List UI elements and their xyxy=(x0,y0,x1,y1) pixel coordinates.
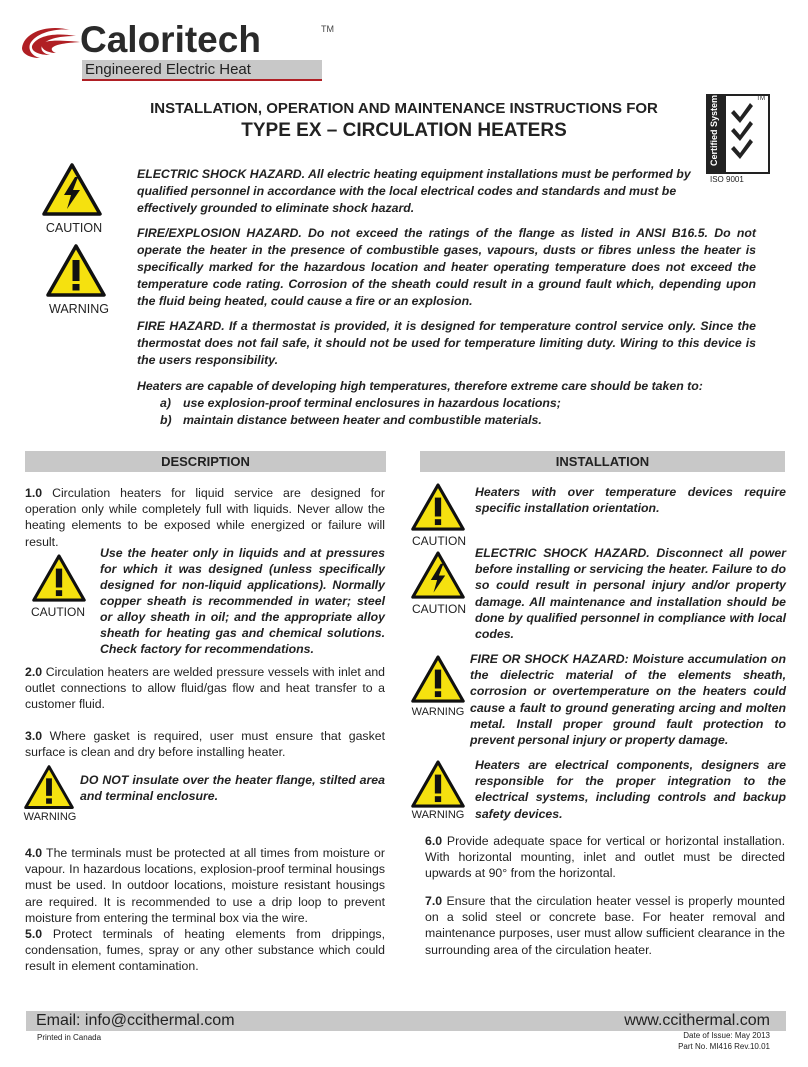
fire-hazard-text: FIRE HAZARD. If a thermostat is provided, it is designed for temperature control service only. Since the thermostat does not fail safe, it should not be used for temperature limiting duty. Wiring to this device is the users responsibility. xyxy=(137,319,756,367)
list-marker-b: b) xyxy=(160,413,172,427)
caution-label-install-b: CAUTION xyxy=(412,602,466,616)
installation-heading: INSTALLATION xyxy=(420,451,785,472)
description-paragraph-1: 1.0 Circulation heaters for liquid service are designed for operation only while completely full with liquids. Never allow the heating elements to be exposed while energized or failure will result. xyxy=(25,486,385,549)
document-title-line1: INSTALLATION, OPERATION AND MAINTENANCE INSTRUCTIONS FOR xyxy=(150,100,658,117)
description-paragraph-5: 5.0 Protect terminals of heating elements from drippings, condensation, fumes, spray or any other substance which could result in element contamination. xyxy=(25,927,385,974)
brand-tagline: Engineered Electric Heat xyxy=(85,61,251,78)
list-marker-a: a) xyxy=(160,396,171,410)
description-paragraph-4: 4.0 The terminals must be protected at all times from moisture or vapour. In hazardous locations, explosion-proof terminal housings must be used. In outdoor locations, moisture resistant housings are required. It is recommended to use a drip loop to prevent moisture from entering the terminal box via the wire. xyxy=(25,846,385,925)
warning-label: WARNING xyxy=(49,302,109,316)
caution-label-install-a: CAUTION xyxy=(412,534,466,548)
logo-swoosh-icon xyxy=(18,22,82,68)
description-paragraph-2: 2.0 Circulation heaters are welded pressure vessels with inlet and outlet connections to allow fluid/gas flow and heat transfer to a customer fluid. xyxy=(25,665,385,712)
brand-tagline-bar xyxy=(82,60,322,81)
warning-triangle-icon xyxy=(411,760,465,809)
footer-email-link[interactable]: Email: info@ccithermal.com xyxy=(36,1012,235,1029)
insulate-warning-text: DO NOT insulate over the heater flange, stilted area and terminal enclosure. xyxy=(80,773,385,804)
warning-triangle-icon xyxy=(411,655,465,704)
issue-date: Date of Issue: May 2013 xyxy=(683,1031,770,1040)
warning-label-desc: WARNING xyxy=(23,811,77,823)
fire-or-shock-warning-text: FIRE OR SHOCK HAZARD: Moisture accumulation on the dielectric material of the elements sheath, corrosion or overtemperature on the heaters could cause a fault to ground generating arcing and molten metal. Install proper ground fault protection to prevent personal injury or property damage. xyxy=(470,652,786,748)
disconnect-power-caution-text: ELECTRIC SHOCK HAZARD. Disconnect all power before installing or servicing the heater. Failure to do so could result in personal injury and/or property damage. All maintenance and installation should be done by qualified personnel in compliance with local codes. xyxy=(475,546,786,642)
list-item-a: use explosion-proof terminal enclosures in hazardous locations; xyxy=(183,396,561,410)
footer-website-link[interactable]: www.ccithermal.com xyxy=(624,1012,770,1029)
electric-shock-warning-icon xyxy=(411,551,465,600)
part-number: Part No. MI416 Rev.10.01 xyxy=(678,1042,770,1051)
cert-tm: TM xyxy=(756,96,765,102)
description-heading: DESCRIPTION xyxy=(25,451,386,472)
caution-triangle-icon xyxy=(32,554,86,603)
electric-shock-hazard-text: ELECTRIC SHOCK HAZARD. All electric heating equipment installations must be performed by qualified personnel in accordance with the local electrical codes and standards and must be effectively grounded to eliminate shock hazard. xyxy=(137,167,691,215)
warning-label-install-b: WARNING xyxy=(411,809,465,821)
document-title-line2: TYPE EX – CIRCULATION HEATERS xyxy=(241,120,567,141)
description-paragraph-3: 3.0 Where gasket is required, user must ensure that gasket surface is clean and dry before installing heater. xyxy=(25,729,385,760)
warning-label-install-a: WARNING xyxy=(411,706,465,718)
fire-explosion-hazard-text: FIRE/EXPLOSION HAZARD. Do not exceed the ratings of the flange as listed in ANSI B16.5. Do not operate the heater in the presence of combustible gases, vapours, dusts or fibres unless the heater is specifically marked for the hazardous location and heater operating temperature does not exceed the temperature code rating. Corrosion of the sheath could result in a ground fault which, depending upon the fluid being heated, could cause a fire or an explosion. xyxy=(137,226,756,308)
caution-liquids-text: Use the heater only in liquids and at pressures for which it was designed (unless specifically designed for non-liquid applications). Normally copper sheath is recommended in water; steel or alloy sheath in oil; and the appropriate alloy sheath for heating gas and chemical solutions. Check factory for recommendations. xyxy=(100,546,385,656)
caution-triangle-icon xyxy=(411,483,465,532)
caution-label-desc: CAUTION xyxy=(31,605,85,619)
trademark-mark: TM xyxy=(321,24,334,34)
iso-label: ISO 9001 xyxy=(710,175,744,184)
electric-shock-warning-icon xyxy=(42,163,102,217)
certified-system-text: Certified System xyxy=(709,94,719,166)
installation-paragraph-6: 6.0 Provide adequate space for vertical or horizontal installation. With horizontal mounting, inlet and outlet must be directed upwards at 90° from the horizontal. xyxy=(425,834,785,881)
electrical-components-warning-text: Heaters are electrical components, designers are responsible for the proper integration to the electrical systems, including controls and backup safety devices. xyxy=(475,758,786,821)
caution-label: CAUTION xyxy=(45,221,103,235)
installation-paragraph-7: 7.0 Ensure that the circulation heater vessel is properly mounted on a solid steel or concrete base. For heater removal and maintenance purposes, user must allow sufficient clearance in the surrounding area of the circulation heater. xyxy=(425,894,785,957)
over-temperature-caution-text: Heaters with over temperature devices require specific installation orientation. xyxy=(475,485,786,516)
printed-in-label: Printed in Canada xyxy=(37,1033,102,1042)
list-item-b: maintain distance between heater and combustible materials. xyxy=(183,413,542,427)
warning-triangle-icon xyxy=(46,244,106,298)
brand-name: Caloritech xyxy=(80,19,261,60)
heaters-intro-text: Heaters are capable of developing high temperatures, therefore extreme care should be taken to: xyxy=(137,379,703,393)
warning-triangle-icon xyxy=(24,765,74,810)
